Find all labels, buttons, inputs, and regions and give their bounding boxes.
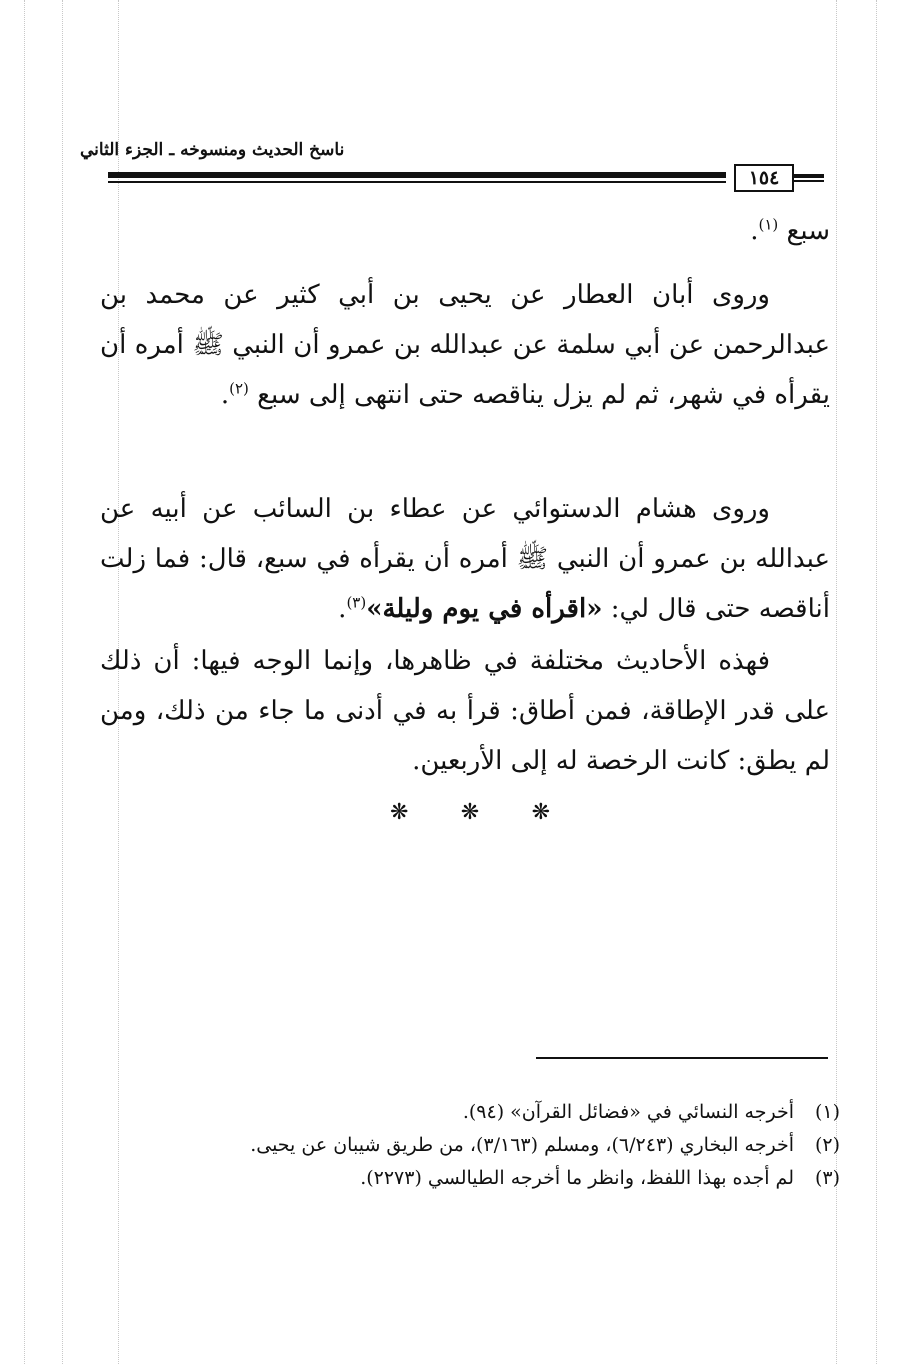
footnote-item xyxy=(110,1096,840,1129)
margin-guide xyxy=(876,0,877,1364)
footnotes xyxy=(110,1096,840,1195)
paragraph-2: وروى هشام الدستوائي عن عطاء بن السائب عن أبيه عن عبدالله بن عمرو أن النبي ﷺ أمره أن يقرأه في سبع، قال: فما زلت أناقصه حتى قال لي: «اقرأه في يوم وليلة»$^{(٣)}$. xyxy=(100,494,830,624)
footnote-item xyxy=(110,1162,840,1195)
separator-star: ❋ xyxy=(531,800,550,825)
footnote-number: (٢) xyxy=(814,1134,840,1156)
page-number: ١٥٤ xyxy=(734,164,794,192)
margin-guide xyxy=(62,0,63,1364)
section-separator xyxy=(390,800,550,825)
paragraph-2-text: وروى هشام الدستوائي عن عطاء بن السائب عن أبيه عن عبدالله بن عمرو أن النبي ﷺ أمره أن يقرأه في سبع، قال: فما زلت أناقصه حتى قال لي: xyxy=(100,494,830,624)
separator-star: ❋ xyxy=(390,800,409,825)
paragraph-3 xyxy=(100,636,830,786)
separator-star: ❋ xyxy=(460,800,480,825)
paragraph-1-text: وروى أبان العطار عن يحيى بن أبي كثير عن محمد بن عبدالرحمن عن أبي سلمة عن عبدالله بن عمرو أن النبي ﷺ أمره أن يقرأه في شهر، ثم لم يزل يناقصه حتى انتهى إلى سبع xyxy=(100,280,830,410)
continued-line: سبع $^{(١)}$. xyxy=(750,215,830,246)
margin-guide xyxy=(24,0,25,1364)
footnote-text: أخرجه البخاري (٦/٢٤٣)، ومسلم (٣/١٦٣)، من طريق شيبان عن يحيى. xyxy=(250,1134,794,1156)
header-rule xyxy=(108,172,726,183)
paragraph-3-text: فهذه الأحاديث مختلفة في ظاهرها، وإنما الوجه فيها: أن ذلك على قدر الإطاقة، فمن أطاق: قرأ به في أدنى ما جاء من ذلك، ومن لم يطق: كانت الرخصة له إلى الأربعين. xyxy=(100,646,830,776)
footnote-text: لم أجده بهذا اللفظ، وانظر ما أخرجه الطيالسي (٢٢٧٣). xyxy=(360,1167,794,1189)
header-rule-right xyxy=(794,174,824,182)
footnote-number: (١) xyxy=(814,1101,840,1123)
footnote-rule xyxy=(536,1057,828,1059)
footnote-ref-1: (١) xyxy=(758,215,779,234)
continued-word: سبع xyxy=(786,216,830,246)
footnote-item xyxy=(110,1129,840,1162)
footnote-ref-2: (٢) xyxy=(229,379,249,398)
paragraph-1: وروى أبان العطار عن يحيى بن أبي كثير عن محمد بن عبدالرحمن عن أبي سلمة عن عبدالله بن عمرو أن النبي ﷺ أمره أن يقرأه في شهر، ثم لم يزل يناقصه حتى انتهى إلى سبع $^{(٢)}$. xyxy=(100,280,830,410)
hadith-quote: «اقرأه في يوم وليلة» xyxy=(366,594,603,624)
footnote-text: أخرجه النسائي في «فضائل القرآن» (٩٤). xyxy=(462,1101,794,1123)
running-header-title: ناسخ الحديث ومنسوخه ـ الجزء الثاني xyxy=(80,140,345,160)
footnote-ref-3: (٣) xyxy=(346,593,367,612)
footnote-number: (٣) xyxy=(814,1167,840,1189)
